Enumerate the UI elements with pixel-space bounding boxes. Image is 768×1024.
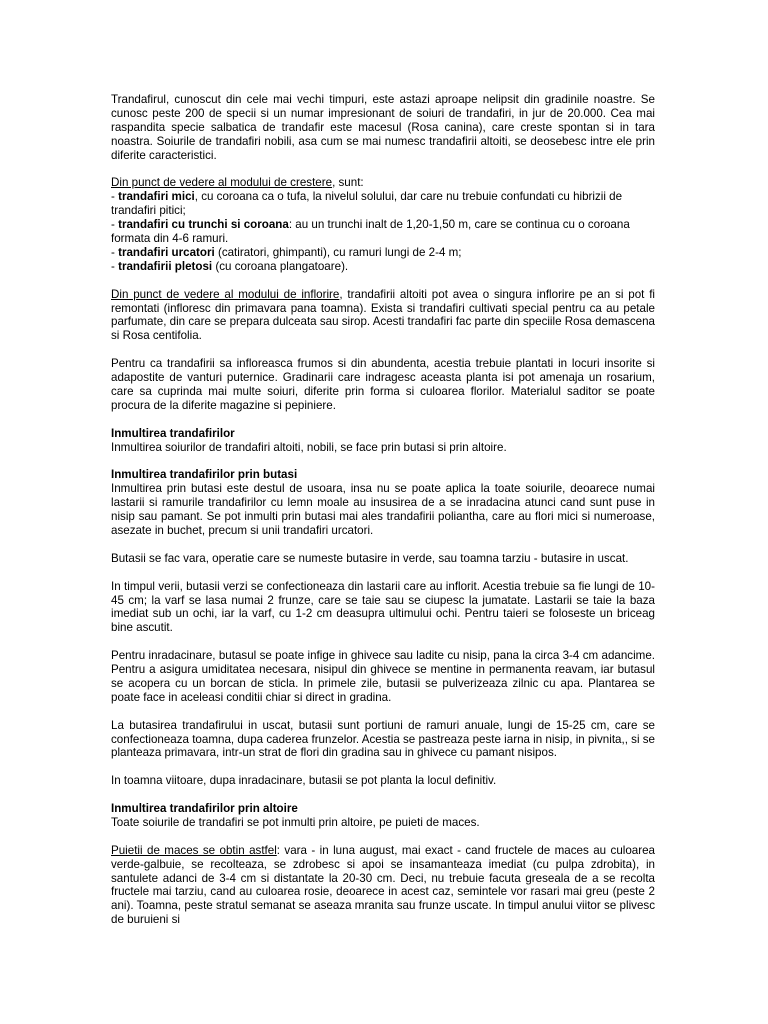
growth-lead: Din punct de vedere al modului de crestere	[111, 176, 333, 190]
seedlings-text: : vara - in luna august, mai exact - cand fructele de maces au culoarea verde-galbuie, se recolteaza, se zdrobesc si apoi se insamanteaza imediat (cu pulpa zdrobita), in santulete adanci de 3-4 cm si distantate la 20-30 cm. Deci, nu trebuie facuta greseala de a se recolta fructele mai tarziu, cand au culoarea rosie, deoarece in acest caz, semintele vor rasari mai greu (peste 2 ani). Toamna, peste stratul semanat se aseaza mranita sau frunze uscate. In timpul anului viitor se plivesc de buruieni si	[111, 843, 655, 927]
rooting-paragraph: Pentru inradacinare, butasul se poate infige in ghivece sau ladite cu nisip, pana la circa 3-4 cm adancime. Pentru a asigura umiditatea necesara, nisipul din ghivece se mentine in permanenta reavam, iar butasul se acopera cu un borcan de sticla. In primele zile, butasii se pulverizeaza zilnic cu apa. Plantarea se poate face in aceleasi conditii chiar si direct in gradina.	[111, 649, 655, 704]
next-autumn-paragraph: In toamna viitoare, dupa inradacinare, butasii se pot planta la locul definitiv.	[111, 774, 497, 788]
section-heading: Inmultirea trandafirilor prin butasi	[111, 468, 298, 482]
section-propagation	[111, 427, 655, 455]
intro-paragraph: Trandafirul, cunoscut din cele mai vechi timpuri, este astazi aproape nelipsit din gradinile noastre. Se cunosc peste 200 de specii si un numar impresionant de soiuri de trandafiri, in jur de 20.000. Cea mai raspandita specie salbatica de trandafir este macesul (Rosa canina), care creste spontan si in tara noastra. Soiurile de trandafiri nobili, asa cum se mai numesc trandafirii altoiti, se deosebesc intre ele prin diferite caracteristici.	[111, 93, 655, 162]
list-item	[111, 246, 462, 259]
seedlings-paragraph	[111, 844, 655, 927]
cuttings-season-paragraph: Butasii se fac vara, operatie care se numeste butasire in verde, sau toamna tarziu - butasire in uscat.	[111, 551, 629, 565]
seedlings-lead: Puietii de maces se obtin astfel	[111, 843, 277, 857]
list-bullet: -	[111, 245, 119, 259]
section-heading: Inmultirea trandafirilor	[111, 426, 235, 440]
list-item-text: , cu coroana ca o tufa, la nivelul solului, dar care nu trebuie confundati cu hibrizii de trandafiri pitici;	[111, 190, 623, 218]
flowering-text: , trandafirii altoiti pot avea o singura inflorire pe an si pot fi remontati (infloresc din primavara pana toamna). Exista si trandafiri cultivati special pentru ca au petale parfumate, din care se prepara dulceata sau sirop. Acesti trandafiri fac parte din speciile Rosa demascena si Rosa centifolia.	[111, 287, 655, 343]
document-body	[111, 93, 655, 941]
planting-paragraph: Pentru ca trandafirii sa infloreasca frumos si din abundenta, acestia trebuie plantati in locuri insorite si adapostite de vanturi puternice. Gradinarii care indragesc aceasta planta isi pot amenaja un rosarium, care sa cuprinda mai multe soiuri, diferite prin forma si culoarea florilor. Materialul saditor se poate procura de la diferite magazine si pepiniere.	[111, 357, 655, 412]
list-bullet: -	[111, 218, 119, 232]
flowering-paragraph	[111, 288, 655, 344]
section-heading: Inmultirea trandafirilor prin altoire	[111, 802, 298, 816]
section-text: Inmultirea soiurilor de trandafiri altoiti, nobili, se face prin butasi si prin altoire.	[111, 440, 507, 454]
list-bullet: -	[111, 259, 119, 273]
list-item-term: trandafiri cu trunchi si coroana	[118, 218, 289, 232]
section-text: Inmultirea prin butasi este destul de usoara, insa nu se poate aplica la toate soiurile, deoarece numai lastarii si ramurile trandafirilor cu lemn moale au insusirea de a se inradacina atunci cand sunt puse in nisip sau pamant. Se pot inmulti prin butasi mai ales trandafirii poliantha, care au flori mici si numeroase, asezate in buchet, precum si unii trandafiri urcatori.	[111, 482, 655, 538]
list-item-text: (cu coroana plangatoare).	[212, 259, 349, 273]
summer-cuttings-paragraph: In timpul verii, butasii verzi se confectioneaza din lastarii care au inflorit. Acestia trebuie sa fie lungi de 10-45 cm; la varf se lasa numai 2 frunze, care se taie sau se ciupesc la jumatate. Lastarii se taie la baza imediat sub un ochi, iar la varf, cu 1-2 cm deasupra ultimului ochi. Pentru taieri se foloseste un briceag bine ascutit.	[111, 579, 655, 635]
list-bullet: -	[111, 190, 119, 204]
section-cuttings	[111, 468, 655, 538]
list-item-term: trandafiri mici	[118, 190, 195, 204]
list-item-term: trandafiri urcatori	[118, 245, 215, 259]
list-item	[111, 218, 630, 245]
list-item	[111, 190, 622, 217]
list-item-text: : au un trunchi inalt de 1,20-1,50 m, care se continua cu o coroana formata din 4-6 ramuri.	[111, 218, 630, 246]
flowering-lead: Din punct de vedere al modului de inflorire	[111, 287, 340, 301]
growth-lead-rest: , sunt:	[332, 176, 364, 190]
list-item-text: (catiratori, ghimpanti), cu ramuri lungi de 2-4 m;	[214, 245, 462, 259]
growth-paragraph	[111, 176, 655, 273]
section-grafting	[111, 802, 655, 830]
list-item-term: trandafirii pletosi	[118, 259, 213, 273]
section-text: Toate soiurile de trandafiri se pot inmulti prin altoire, pe puieti de maces.	[111, 815, 480, 829]
list-item	[111, 260, 348, 273]
dry-cuttings-paragraph: La butasirea trandafirului in uscat, butasii sunt portiuni de ramuri anuale, lungi de 15-25 cm, care se confectioneaza toamna, dupa caderea frunzelor. Acestia se pastreaza peste iarna in nisip, in pivnita,, si se planteaza primavara, intr-un strat de flori din gradina sau in ghivece cu pamant nisipos.	[111, 718, 655, 760]
